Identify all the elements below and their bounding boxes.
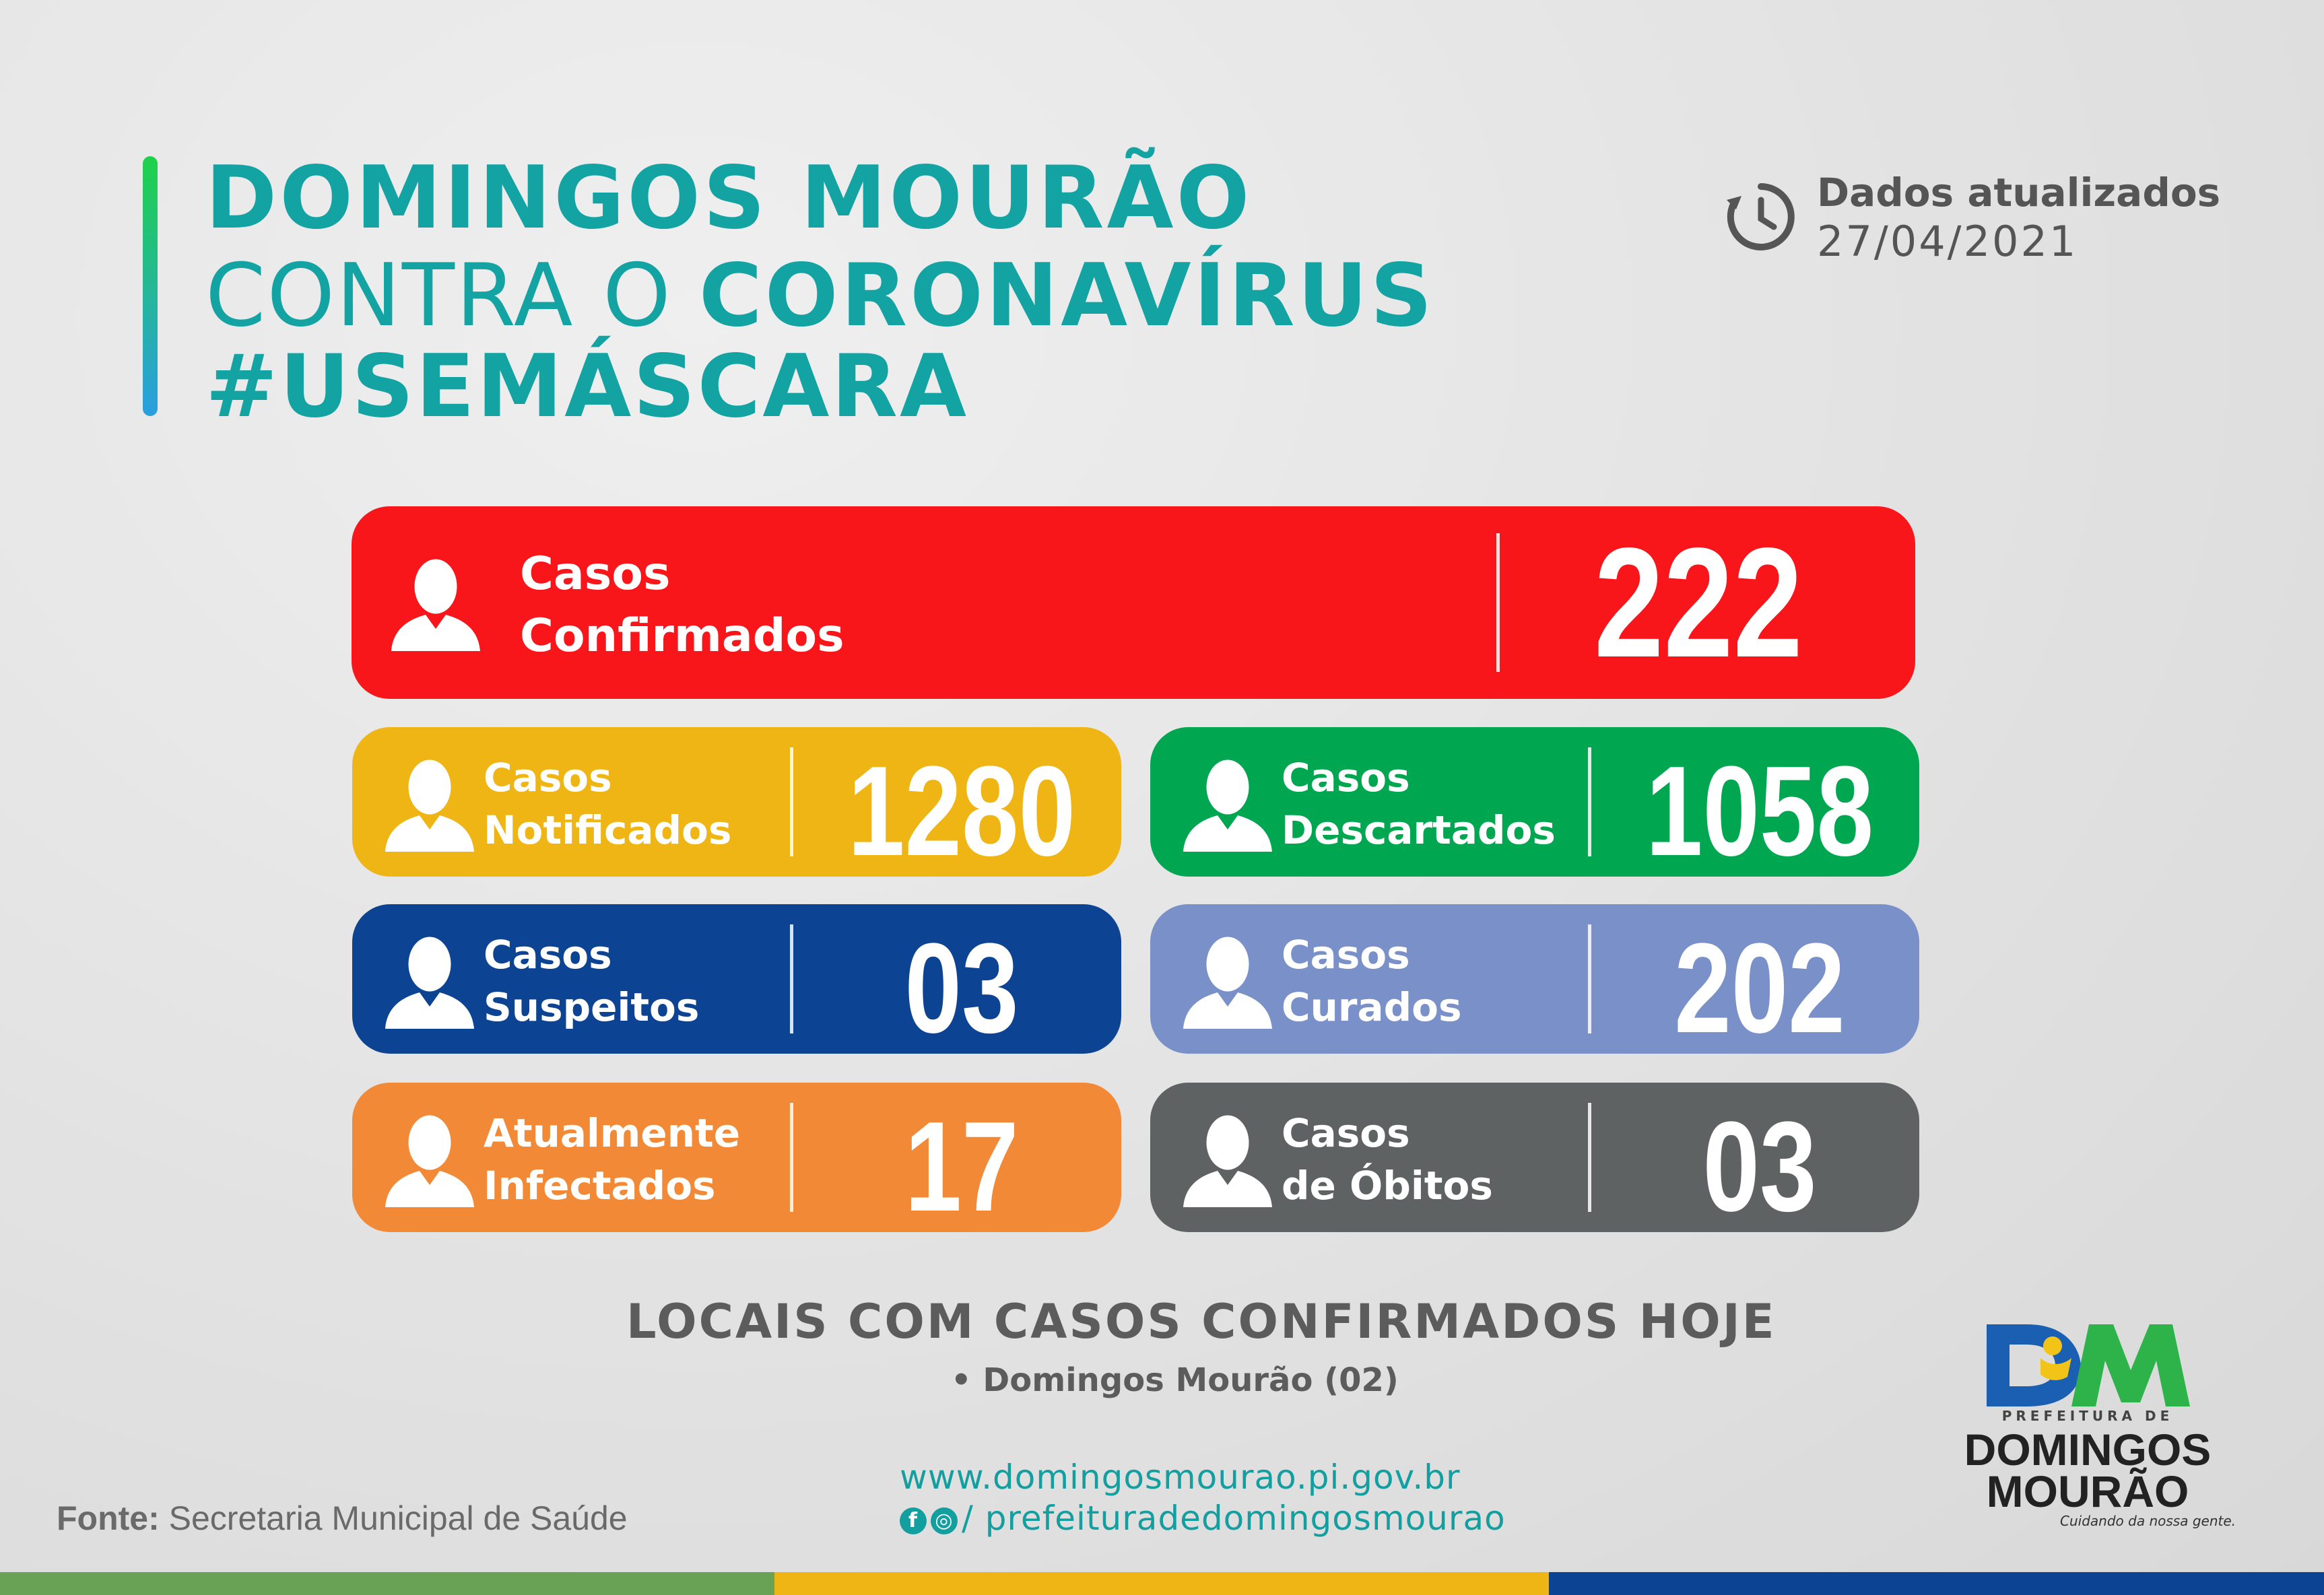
card-casos-suspeitos xyxy=(352,904,1121,1060)
source-note xyxy=(57,1499,628,1538)
website-link[interactable]: www.domingosmourao.pi.gov.br xyxy=(900,1458,1461,1497)
social-handle-text: / prefeituradedomingosmourao xyxy=(962,1499,1506,1538)
footer-stripe-blue xyxy=(1549,1572,2324,1595)
locais-title: LOCAIS COM CASOS CONFIRMADOS HOJE xyxy=(626,1294,1777,1349)
person-icon xyxy=(1177,753,1278,854)
title-line-2-thin: CONTRA O xyxy=(205,246,672,346)
card-label xyxy=(1282,928,1462,1034)
card-value: 1280 xyxy=(847,740,1076,883)
footer-stripe-green xyxy=(0,1572,774,1595)
card-label-line2: Notificados xyxy=(484,807,732,854)
footer-stripe-yellow xyxy=(774,1572,1549,1595)
hashtag-title: #USEMÁSCARA xyxy=(205,337,969,437)
card-casos-obitos xyxy=(1150,1083,1919,1238)
card-label-line1: Casos xyxy=(484,755,612,801)
updated-label: Dados atualizados xyxy=(1817,170,2221,215)
logo-name-line1: DOMINGOS xyxy=(1964,1425,2212,1474)
card-casos-confirmados xyxy=(352,506,1915,699)
card-label xyxy=(484,1107,740,1213)
title-line-1: DOMINGOS MOURÃO xyxy=(205,148,1253,248)
facebook-icon: f xyxy=(900,1507,927,1534)
source-value: Secretaria Municipal de Saúde xyxy=(168,1499,628,1537)
card-casos-notificados xyxy=(352,727,1121,883)
instagram-icon: ◎ xyxy=(931,1507,958,1534)
card-label xyxy=(484,751,731,857)
card-separator xyxy=(790,1103,793,1212)
card-label-line1: Atualmente xyxy=(484,1110,741,1156)
card-value: 1058 xyxy=(1645,740,1874,883)
card-label-line2: Infectados xyxy=(484,1163,716,1209)
title-line-2-bold: CORONAVÍRUS xyxy=(698,246,1435,346)
updated-date: 27/04/2021 xyxy=(1817,217,2078,266)
card-separator xyxy=(1496,533,1500,672)
person-icon xyxy=(385,552,486,653)
card-label-line1: Casos xyxy=(1282,1110,1410,1156)
card-label-line2: de Óbitos xyxy=(1282,1163,1493,1209)
person-icon xyxy=(379,930,480,1031)
card-label xyxy=(1282,1107,1493,1213)
card-label-line1: Casos xyxy=(1282,755,1410,801)
card-casos-curados xyxy=(1150,904,1919,1060)
card-label-line1: Casos xyxy=(520,547,671,601)
card-label xyxy=(1282,751,1556,857)
card-label-line2: Confirmados xyxy=(520,609,844,663)
title-accent-bar xyxy=(143,156,158,416)
card-separator xyxy=(1588,924,1591,1033)
locais-list-item: • Domingos Mourão (02) xyxy=(951,1361,1399,1399)
prefeitura-logo xyxy=(1939,1316,2236,1529)
card-casos-descartados xyxy=(1150,727,1919,883)
source-label: Fonte: xyxy=(57,1499,160,1537)
card-value: 202 xyxy=(1674,917,1845,1060)
card-separator xyxy=(790,747,793,856)
dm-logo-mark xyxy=(1939,1316,2236,1411)
card-label xyxy=(484,928,699,1034)
card-value: 03 xyxy=(904,917,1019,1060)
card-label-line1: Casos xyxy=(1282,932,1410,978)
person-icon xyxy=(379,1108,480,1209)
person-icon xyxy=(1177,930,1278,1031)
card-label xyxy=(520,543,844,667)
title-line-2 xyxy=(205,246,1435,346)
social-handle[interactable] xyxy=(900,1499,1506,1538)
card-separator xyxy=(1588,747,1591,856)
card-label-line2: Descartados xyxy=(1282,807,1556,854)
card-value: 222 xyxy=(1594,516,1803,690)
logo-prefix: PREFEITURA DE xyxy=(2001,1408,2174,1424)
card-label-line2: Curados xyxy=(1282,984,1462,1031)
clock-icon xyxy=(1724,180,1798,254)
card-value: 17 xyxy=(904,1095,1019,1238)
card-separator xyxy=(790,924,793,1033)
card-label-line1: Casos xyxy=(484,932,612,978)
person-icon xyxy=(379,753,480,854)
card-value: 03 xyxy=(1702,1095,1817,1238)
logo-tagline: Cuidando da nossa gente. xyxy=(2060,1513,2236,1529)
card-atualmente-infectados xyxy=(352,1083,1121,1238)
card-label-line2: Suspeitos xyxy=(484,984,700,1031)
card-separator xyxy=(1588,1103,1591,1212)
person-icon xyxy=(1177,1108,1278,1209)
logo-name-line2: MOURÃO xyxy=(1986,1466,2189,1516)
